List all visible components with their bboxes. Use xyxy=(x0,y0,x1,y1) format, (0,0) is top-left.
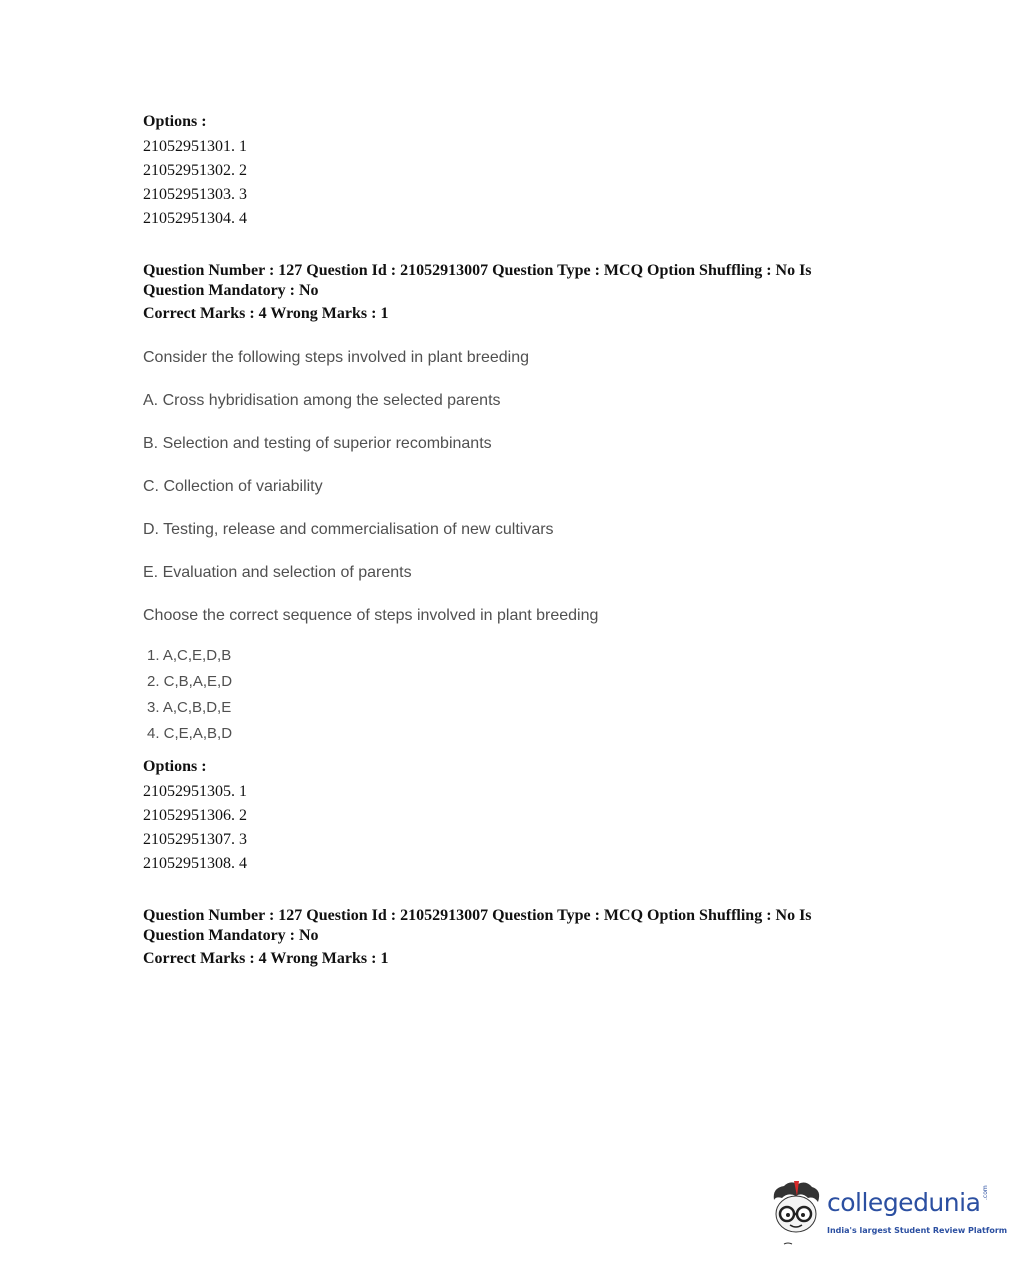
question-step: B. Selection and testing of superior recombinants xyxy=(143,435,492,452)
question-meta-line: Question Number : 127 Question Id : 21052913007 Question Type : MCQ Option Shuffling : No Is xyxy=(143,262,812,279)
answer-choice: 3. A,C,B,D,E xyxy=(147,699,232,716)
answer-choice: 1. A,C,E,D,B xyxy=(147,647,232,664)
answer-choice: 4. C,E,A,B,D xyxy=(147,725,233,742)
question-header xyxy=(143,261,923,324)
question-marks-line: Correct Marks : 4 Wrong Marks : 1 xyxy=(143,305,389,322)
option-item: 21052951302. 2 xyxy=(143,162,247,179)
answer-choices xyxy=(143,643,923,747)
options-title: Options : xyxy=(143,758,207,775)
logo-domain: .com xyxy=(982,1185,989,1200)
question-header xyxy=(143,906,923,969)
collegedunia-logo xyxy=(768,1178,1008,1248)
option-item: 21052951308. 4 xyxy=(143,855,247,872)
question-step: C. Collection of variability xyxy=(143,478,323,495)
question-mandatory-line: Question Mandatory : No xyxy=(143,927,319,944)
document-page xyxy=(143,110,923,969)
option-item: 21052951305. 1 xyxy=(143,783,247,800)
option-item: 21052951301. 1 xyxy=(143,138,247,155)
option-item: 21052951306. 2 xyxy=(143,807,247,824)
question-prompt: Choose the correct sequence of steps involved in plant breeding xyxy=(143,607,599,624)
option-item: 21052951303. 3 xyxy=(143,186,247,203)
question-step: D. Testing, release and commercialisation of new cultivars xyxy=(143,521,554,538)
option-item: 21052951307. 3 xyxy=(143,831,247,848)
options-title: Options : xyxy=(143,113,207,130)
answer-choice: 2. C,B,A,E,D xyxy=(147,673,233,690)
question-step: A. Cross hybridisation among the selected parents xyxy=(143,392,501,409)
logo-wordmark: collegedunia xyxy=(827,1188,981,1217)
options-list xyxy=(143,757,923,876)
question-step: E. Evaluation and selection of parents xyxy=(143,564,412,581)
mascot-icon xyxy=(768,1178,826,1248)
option-item: 21052951304. 4 xyxy=(143,210,247,227)
question-intro: Consider the following steps involved in plant breeding xyxy=(143,349,530,366)
logo-tagline: India's largest Student Review Platform xyxy=(827,1226,1008,1235)
options-list xyxy=(143,112,923,231)
question-marks-line: Correct Marks : 4 Wrong Marks : 1 xyxy=(143,950,389,967)
question-mandatory-line: Question Mandatory : No xyxy=(143,282,319,299)
question-meta-line: Question Number : 127 Question Id : 21052913007 Question Type : MCQ Option Shuffling : No Is xyxy=(143,907,812,924)
question-body xyxy=(143,347,923,747)
